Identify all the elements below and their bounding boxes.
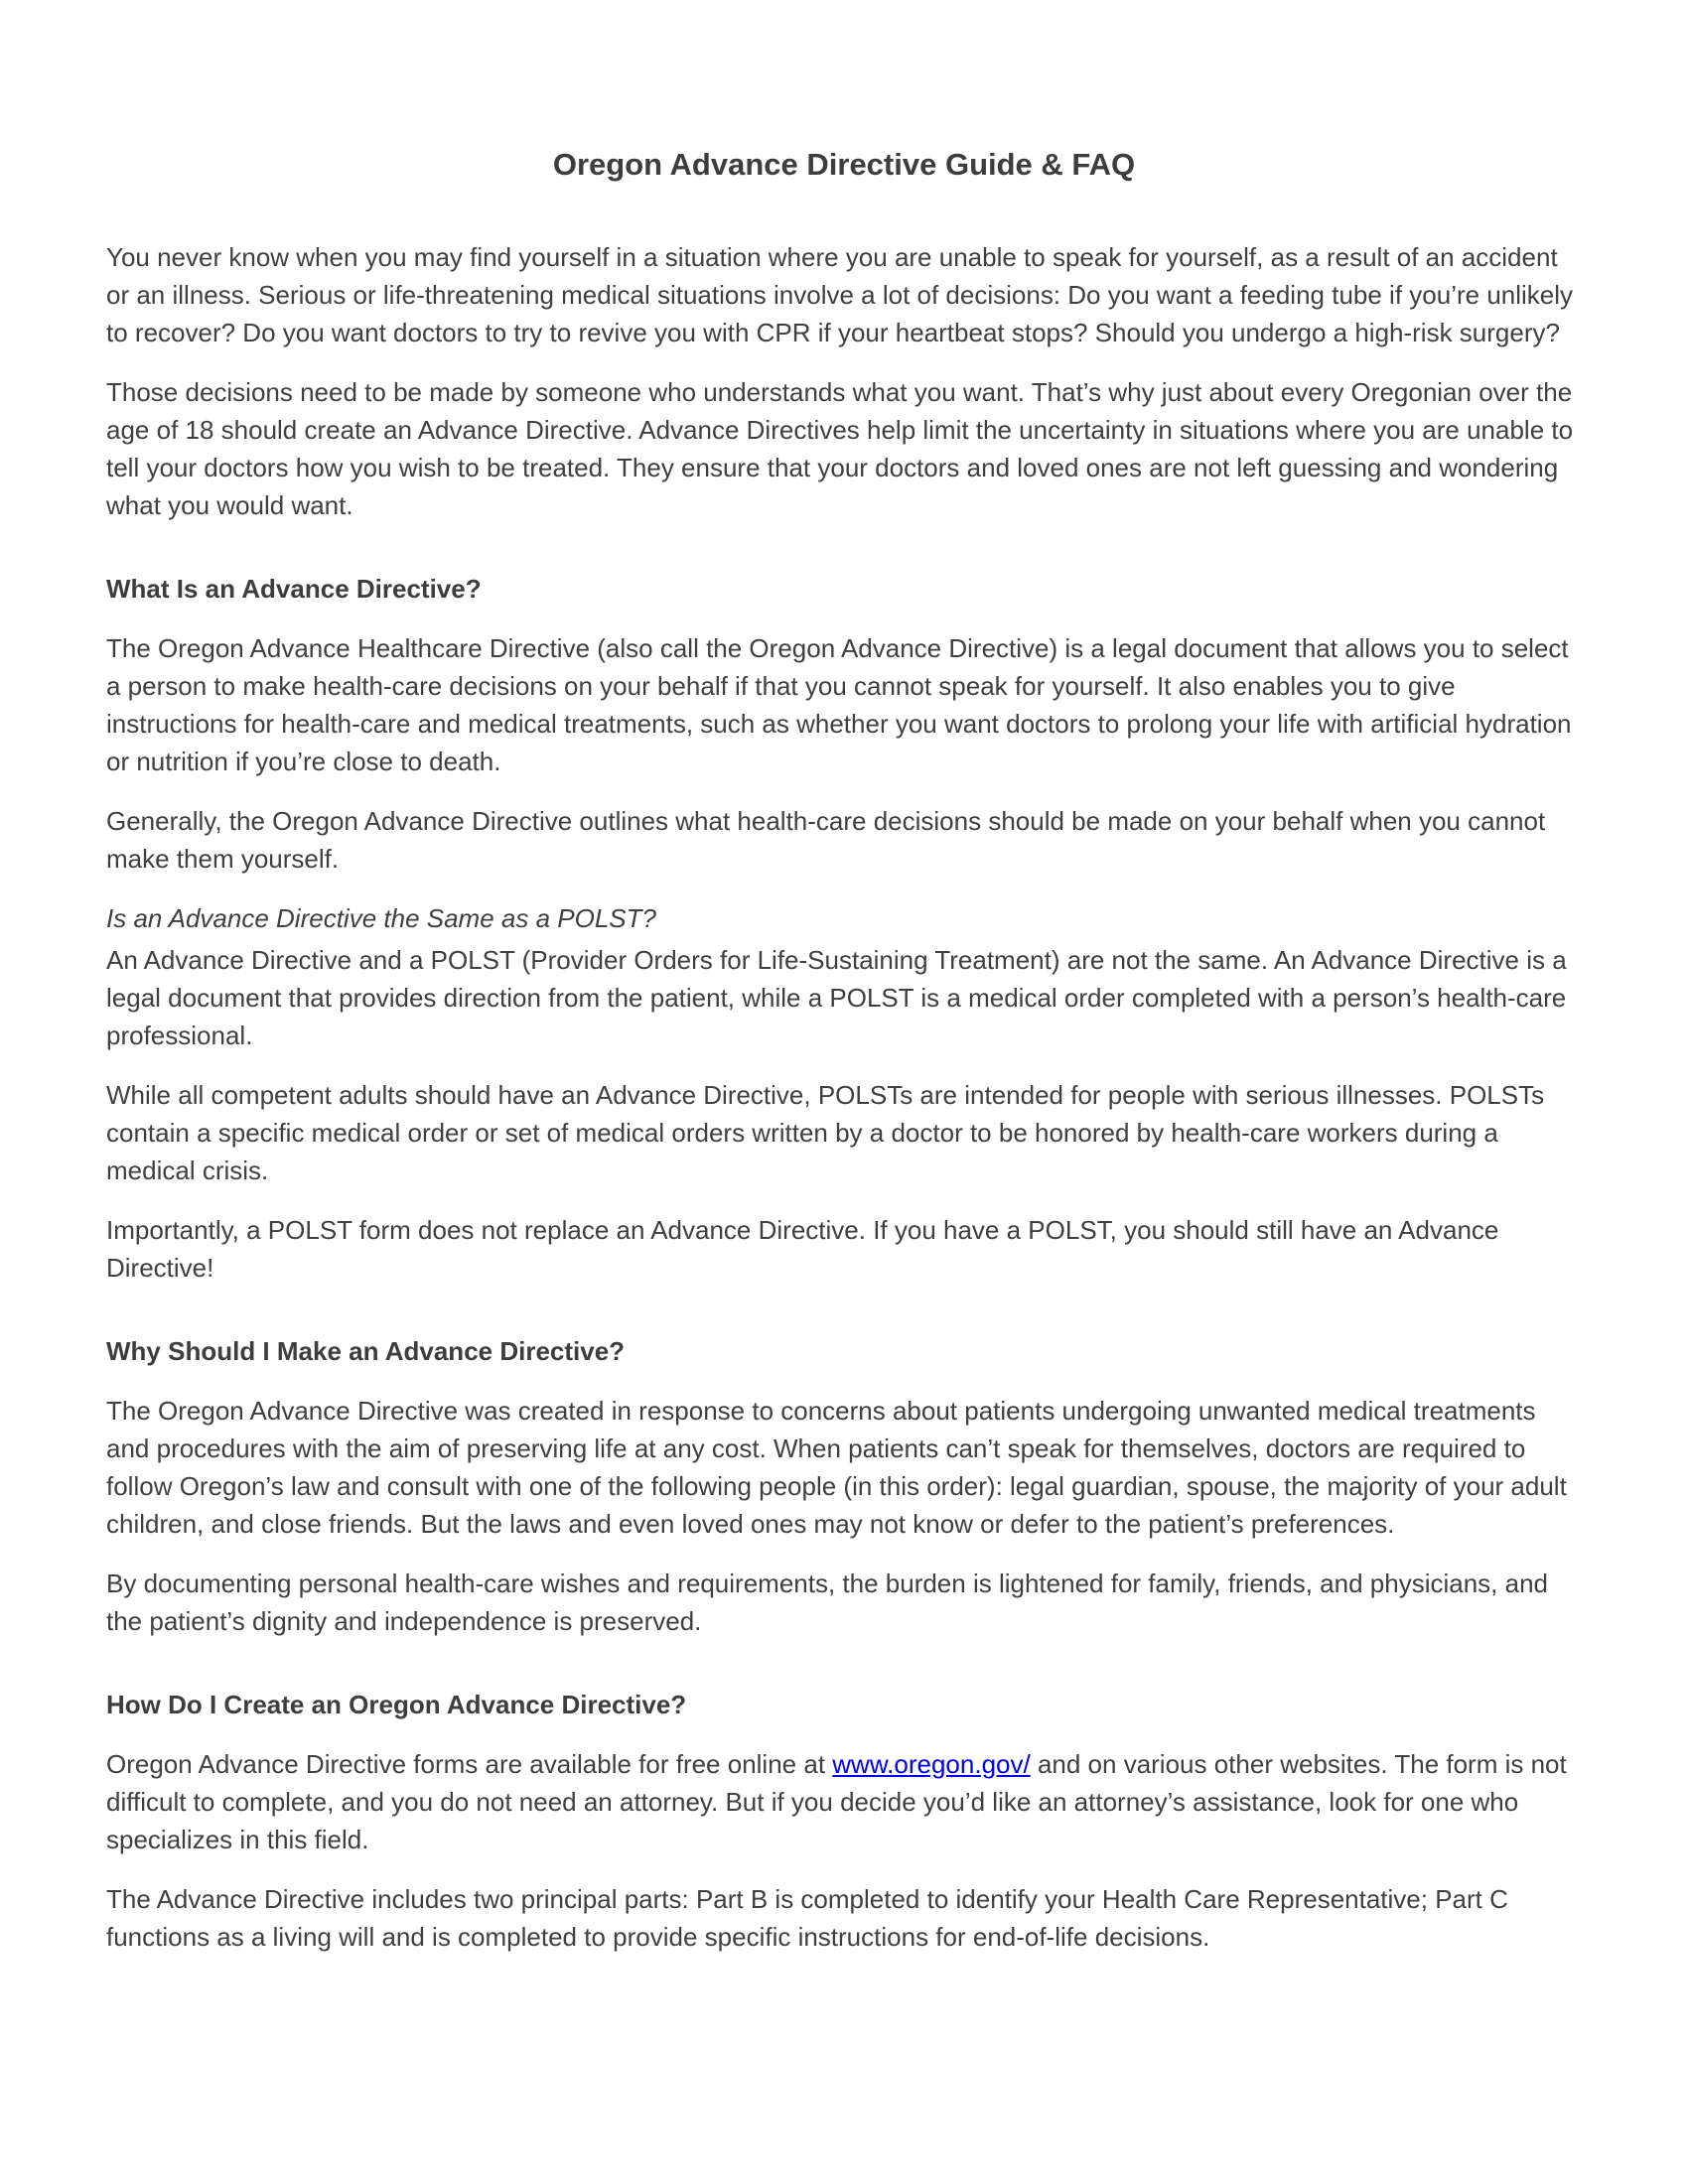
- intro-paragraph-2: Those decisions need to be made by someone who understands what you want. That’s why just about every Oregonian over the age of 18 should create an Advance Directive. Advance Directives help limit the uncertainty in situations where you are unable to tell your doctors how you wish to be treated. They ensure that your doctors and loved ones are not left guessing and wondering what you would want.: [106, 377, 1574, 520]
- section-heading-what-is-advance-directive: What Is an Advance Directive?: [106, 574, 482, 604]
- section-heading-why-make-advance-directive: Why Should I Make an Advance Directive?: [106, 1336, 626, 1366]
- intro-paragraph-1: You never know when you may find yourself in a situation where you are unable to speak for yourself, as a result of an accident or an illness. Serious or life-threatening medical situations involve a lot of decisions: Do you want a feeding tube if you’re unlikely to recover? Do you want doctors to try to revive you with CPR if your heartbeat stops? Should you undergo a high-risk surgery?: [106, 242, 1574, 347]
- why-paragraph-2: By documenting personal health-care wishes and requirements, the burden is lightened for family, friends, and physicians, and the patient’s dignity and independence is preserved.: [106, 1569, 1549, 1636]
- oregon-gov-link[interactable]: www.oregon.gov/: [832, 1749, 1031, 1779]
- how-paragraph-1: [106, 1745, 1582, 1858]
- how-paragraph-2: The Advance Directive includes two principal parts: Part B is completed to identify your Health Care Representative; Part C functions as a living will and is completed to provide specific instructions for end-of-life decisions.: [106, 1884, 1508, 1952]
- why-paragraph-1: The Oregon Advance Directive was created in response to concerns about patients undergoing unwanted medical treatments and procedures with the aim of preserving life at any cost. When patients can’t speak for themselves, doctors are required to follow Oregon’s law and consult with one of the following people (in this order): legal guardian, spouse, the majority of your adult children, and close friends. But the laws and even loved ones may not know or defer to the patient’s preferences.: [106, 1396, 1567, 1539]
- what-paragraph-1: The Oregon Advance Healthcare Directive (also call the Oregon Advance Directive) is a legal document that allows you to select a person to make health-care decisions on your behalf if that you cannot speak for yourself. It also enables you to give instructions for health-care and medical treatments, such as whether you want doctors to prolong your life with artificial hydration or nutrition if you’re close to death.: [106, 633, 1572, 776]
- section-heading-how-create-advance-directive: How Do I Create an Oregon Advance Directive?: [106, 1690, 687, 1719]
- polst-paragraph-3: Importantly, a POLST form does not replace an Advance Directive. If you have a POLST, you should still have an Advance Directive!: [106, 1215, 1499, 1283]
- how-paragraph-1-text-after: and on various other websites. The form is not difficult to complete, and you do not need an attorney. But if you decide you’d like an attorney’s assistance, look for one who specializes in this field.: [106, 1749, 1567, 1854]
- document-body: [106, 238, 1582, 1956]
- polst-paragraph-1: An Advance Directive and a POLST (Provider Orders for Life-Sustaining Treatment) are not the same. An Advance Directive is a legal document that provides direction from the patient, while a POLST is a medical order completed with a person’s health-care professional.: [106, 945, 1567, 1050]
- subheading-same-as-polst: Is an Advance Directive the Same as a POLST?: [106, 903, 656, 933]
- page-title: Oregon Advance Directive Guide & FAQ: [552, 147, 1136, 182]
- how-paragraph-1-text-before: Oregon Advance Directive forms are available for free online at: [106, 1749, 833, 1779]
- what-paragraph-2: Generally, the Oregon Advance Directive outlines what health-care decisions should be made on your behalf when you cannot make them yourself.: [106, 806, 1546, 874]
- polst-paragraph-2: While all competent adults should have an Advance Directive, POLSTs are intended for people with serious illnesses. POLSTs contain a specific medical order or set of medical orders written by a doctor to be honored by health-care workers during a medical crisis.: [106, 1080, 1545, 1185]
